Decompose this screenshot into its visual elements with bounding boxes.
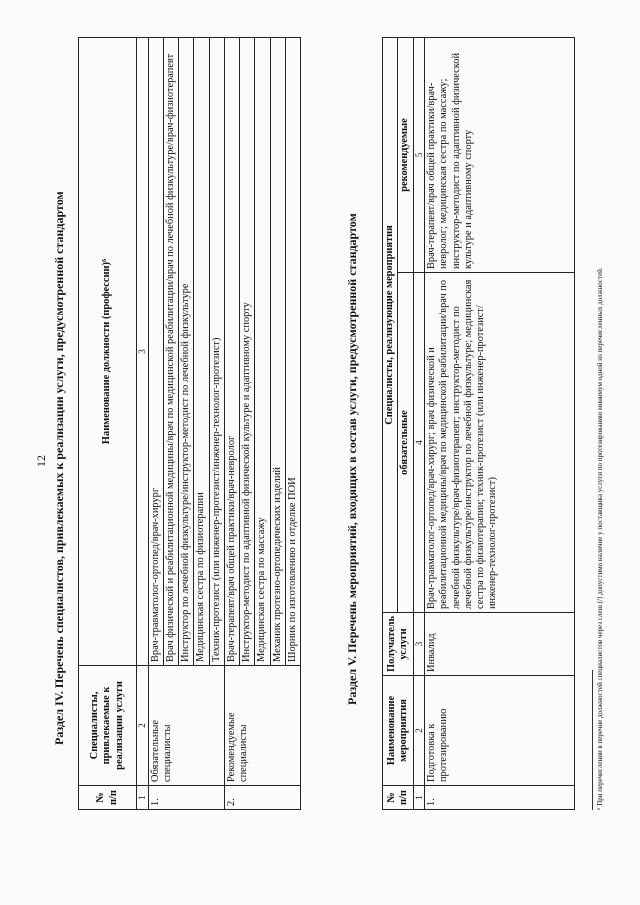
header-specialists: Специалисты, привлекаемые к реализации услуги xyxy=(79,666,137,786)
table-row xyxy=(224,38,239,810)
position-cell: Врач физической и реабилитационной медицины/врач по медицинской реабилитации/врач по лечебной физкультуре/врач-физиотерапевт xyxy=(163,38,178,666)
position-cell: Медицинская сестра по массажу xyxy=(255,38,270,666)
page-number: 12 xyxy=(34,455,48,467)
column-numbers-row xyxy=(137,38,149,810)
specialists-table xyxy=(78,37,301,810)
col-number: 1 xyxy=(137,786,149,810)
events-table xyxy=(382,37,575,810)
header-num: № п/п xyxy=(383,786,414,810)
col-number: 2 xyxy=(137,666,149,786)
header-num: № п/п xyxy=(79,786,137,810)
event-cell: Подготовка к протезированию xyxy=(425,676,575,786)
table-row xyxy=(148,38,163,810)
table-row xyxy=(425,38,575,810)
group-name: Рекомендуемые специалисты xyxy=(224,666,300,786)
header-event: Наименование мероприятия xyxy=(383,676,414,786)
footnote: ⁶ При перечислении в перечне должностей специалистов через слеш (/) допустимо наличие у поставщика услуги по протезированию минимум одной из перечисленных должностей. xyxy=(596,267,604,810)
position-cell: Медицинская сестра по физиотерапии xyxy=(194,38,209,666)
mandatory-specialists-cell: Врач-травматолог-ортопед/врач-хирург; врач физической и реабилитационной медицины/врач по медицинской реабилитации/врач по лечебной физкультуре/врач-физиотерапевт; инструктор-методист по лечебной физкультуре/инструктор по лечебной физкультуре; медицинская сестра по физиотерапии; техник-протезист (или инженер-протезист/инженер-технолог-протезист) xyxy=(425,273,575,613)
recommended-specialists-cell: Врач-терапевт/врач общей практики/врач-невролог; медицинская сестра по массажу; инструктор-методист по адаптивной физической культуре и адаптивному спорту xyxy=(425,38,575,273)
position-cell: Инструктор по лечебной физкультуре/инструктор-методист по лечебной физкультуре xyxy=(179,38,194,666)
row-num: 1. xyxy=(425,786,575,810)
header-specialists: Специалисты, реализующие мероприятия xyxy=(383,38,398,613)
header-mandatory: обязательные xyxy=(398,273,413,613)
section4-title: Раздел IV. Перечень специалистов, привлекаемых к реализации услуги, предусмотренной стандартом xyxy=(52,191,66,745)
group-num: 2. xyxy=(224,786,300,810)
col-number: 5 xyxy=(413,38,425,273)
position-cell: Шорник по изготовлению и отделке ПОИ xyxy=(286,38,301,666)
col-number: 3 xyxy=(137,38,149,666)
specialists-table-header xyxy=(79,38,137,810)
position-cell: Инструктор-методист по адаптивной физической культуре и адаптивному спорту xyxy=(240,38,255,666)
col-number: 4 xyxy=(413,273,425,613)
position-cell: Механик протезно-ортопедических изделий xyxy=(270,38,285,666)
position-cell: Врач-травматолог-ортопед/врач-хирург xyxy=(148,38,163,666)
header-positions: Наименование должности (профессии)⁶ xyxy=(79,38,137,666)
position-cell: Техник-протезист (или инженер-протезист/инженер-технолог-протезист) xyxy=(209,38,224,666)
section5-title: Раздел V. Перечень мероприятий, входящих в состав услуги, предусмотренной стандартом xyxy=(345,213,359,705)
col-number: 3 xyxy=(413,613,425,676)
col-number: 2 xyxy=(413,676,425,786)
col-number: 1 xyxy=(413,786,425,810)
position-cell: Врач-терапевт/врач общей практики/врач-невролог xyxy=(224,38,239,666)
footnote-divider xyxy=(592,670,593,810)
recipient-cell: Инвалид xyxy=(425,613,575,676)
header-recommended: рекомендуемые xyxy=(398,38,413,273)
group-name: Обязательные специалисты xyxy=(148,666,224,786)
header-recipient: Получатель услуги xyxy=(383,613,414,676)
group-num: 1. xyxy=(148,786,224,810)
column-numbers-row xyxy=(413,38,425,810)
events-table-header xyxy=(383,38,398,810)
